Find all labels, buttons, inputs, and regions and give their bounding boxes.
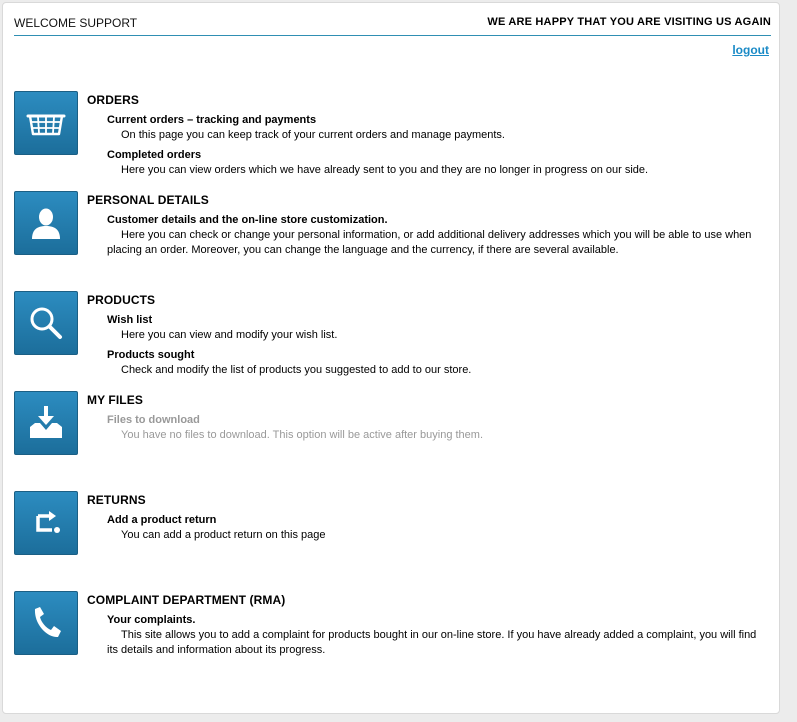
welcome-text: WELCOME SUPPORT (14, 16, 138, 30)
my-files-icon-button[interactable] (14, 391, 78, 455)
basket-icon (26, 103, 66, 143)
page-header (14, 15, 771, 36)
item-description: Here you can view and modify your wish list. (121, 329, 338, 341)
item-title: Add a product return (107, 514, 217, 526)
item-description: You can add a product return on this page (121, 529, 326, 541)
item-title: Completed orders (107, 149, 202, 161)
your-complaints-item[interactable] (107, 613, 767, 658)
section-title: PRODUCTS (87, 293, 156, 307)
section-title: PERSONAL DETAILS (87, 193, 209, 207)
wish-list-item[interactable] (107, 313, 767, 343)
return-icon (26, 503, 66, 543)
products-sought-item[interactable] (107, 348, 767, 378)
item-description: On this page you can keep track of your current orders and manage payments. (121, 129, 505, 141)
files-to-download-item (107, 413, 767, 443)
item-title: Products sought (107, 349, 195, 361)
customer-details-item[interactable] (107, 213, 767, 258)
item-description: Check and modify the list of products you suggested to add to our store. (121, 364, 472, 376)
add-product-return-item[interactable] (107, 513, 767, 543)
item-title: Current orders – tracking and payments (107, 114, 317, 126)
section-title: RETURNS (87, 493, 146, 507)
header-tagline: WE ARE HAPPY THAT YOU ARE VISITING US AGAIN (487, 16, 771, 28)
section-title: COMPLAINT DEPARTMENT (RMA) (87, 593, 286, 607)
section-title: ORDERS (87, 93, 139, 107)
section-title: MY FILES (87, 393, 143, 407)
search-icon (26, 303, 66, 343)
returns-icon-button[interactable] (14, 491, 78, 555)
item-title: Customer details and the on-line store customization. (107, 214, 388, 226)
phone-icon (26, 603, 66, 643)
item-description: You have no files to download. This option will be active after buying them. (121, 429, 484, 441)
orders-icon-button[interactable] (14, 91, 78, 155)
item-title: Files to download (107, 414, 200, 426)
personal-details-icon-button[interactable] (14, 191, 78, 255)
item-description: Here you can view orders which we have already sent to you and they are no longer in progress on our side. (121, 164, 649, 176)
completed-orders-item[interactable] (107, 148, 767, 178)
item-title: Your complaints. (107, 614, 196, 626)
download-icon (26, 403, 66, 443)
products-icon-button[interactable] (14, 291, 78, 355)
item-description: Here you can check or change your personal information, or add additional delivery addresses which you will be able to use when placing an order. Moreover, you can change the language and the currency, if there are several available. (107, 229, 752, 256)
item-title: Wish list (107, 314, 153, 326)
current-orders-item[interactable] (107, 113, 767, 143)
user-icon (26, 203, 66, 243)
item-description: This site allows you to add a complaint for products bought in our on-line store. If you have already added a complaint, you will find its details and information about its progress. (107, 629, 757, 656)
account-panel (2, 2, 780, 714)
logout-link[interactable]: logout (732, 43, 769, 57)
complaint-icon-button[interactable] (14, 591, 78, 655)
